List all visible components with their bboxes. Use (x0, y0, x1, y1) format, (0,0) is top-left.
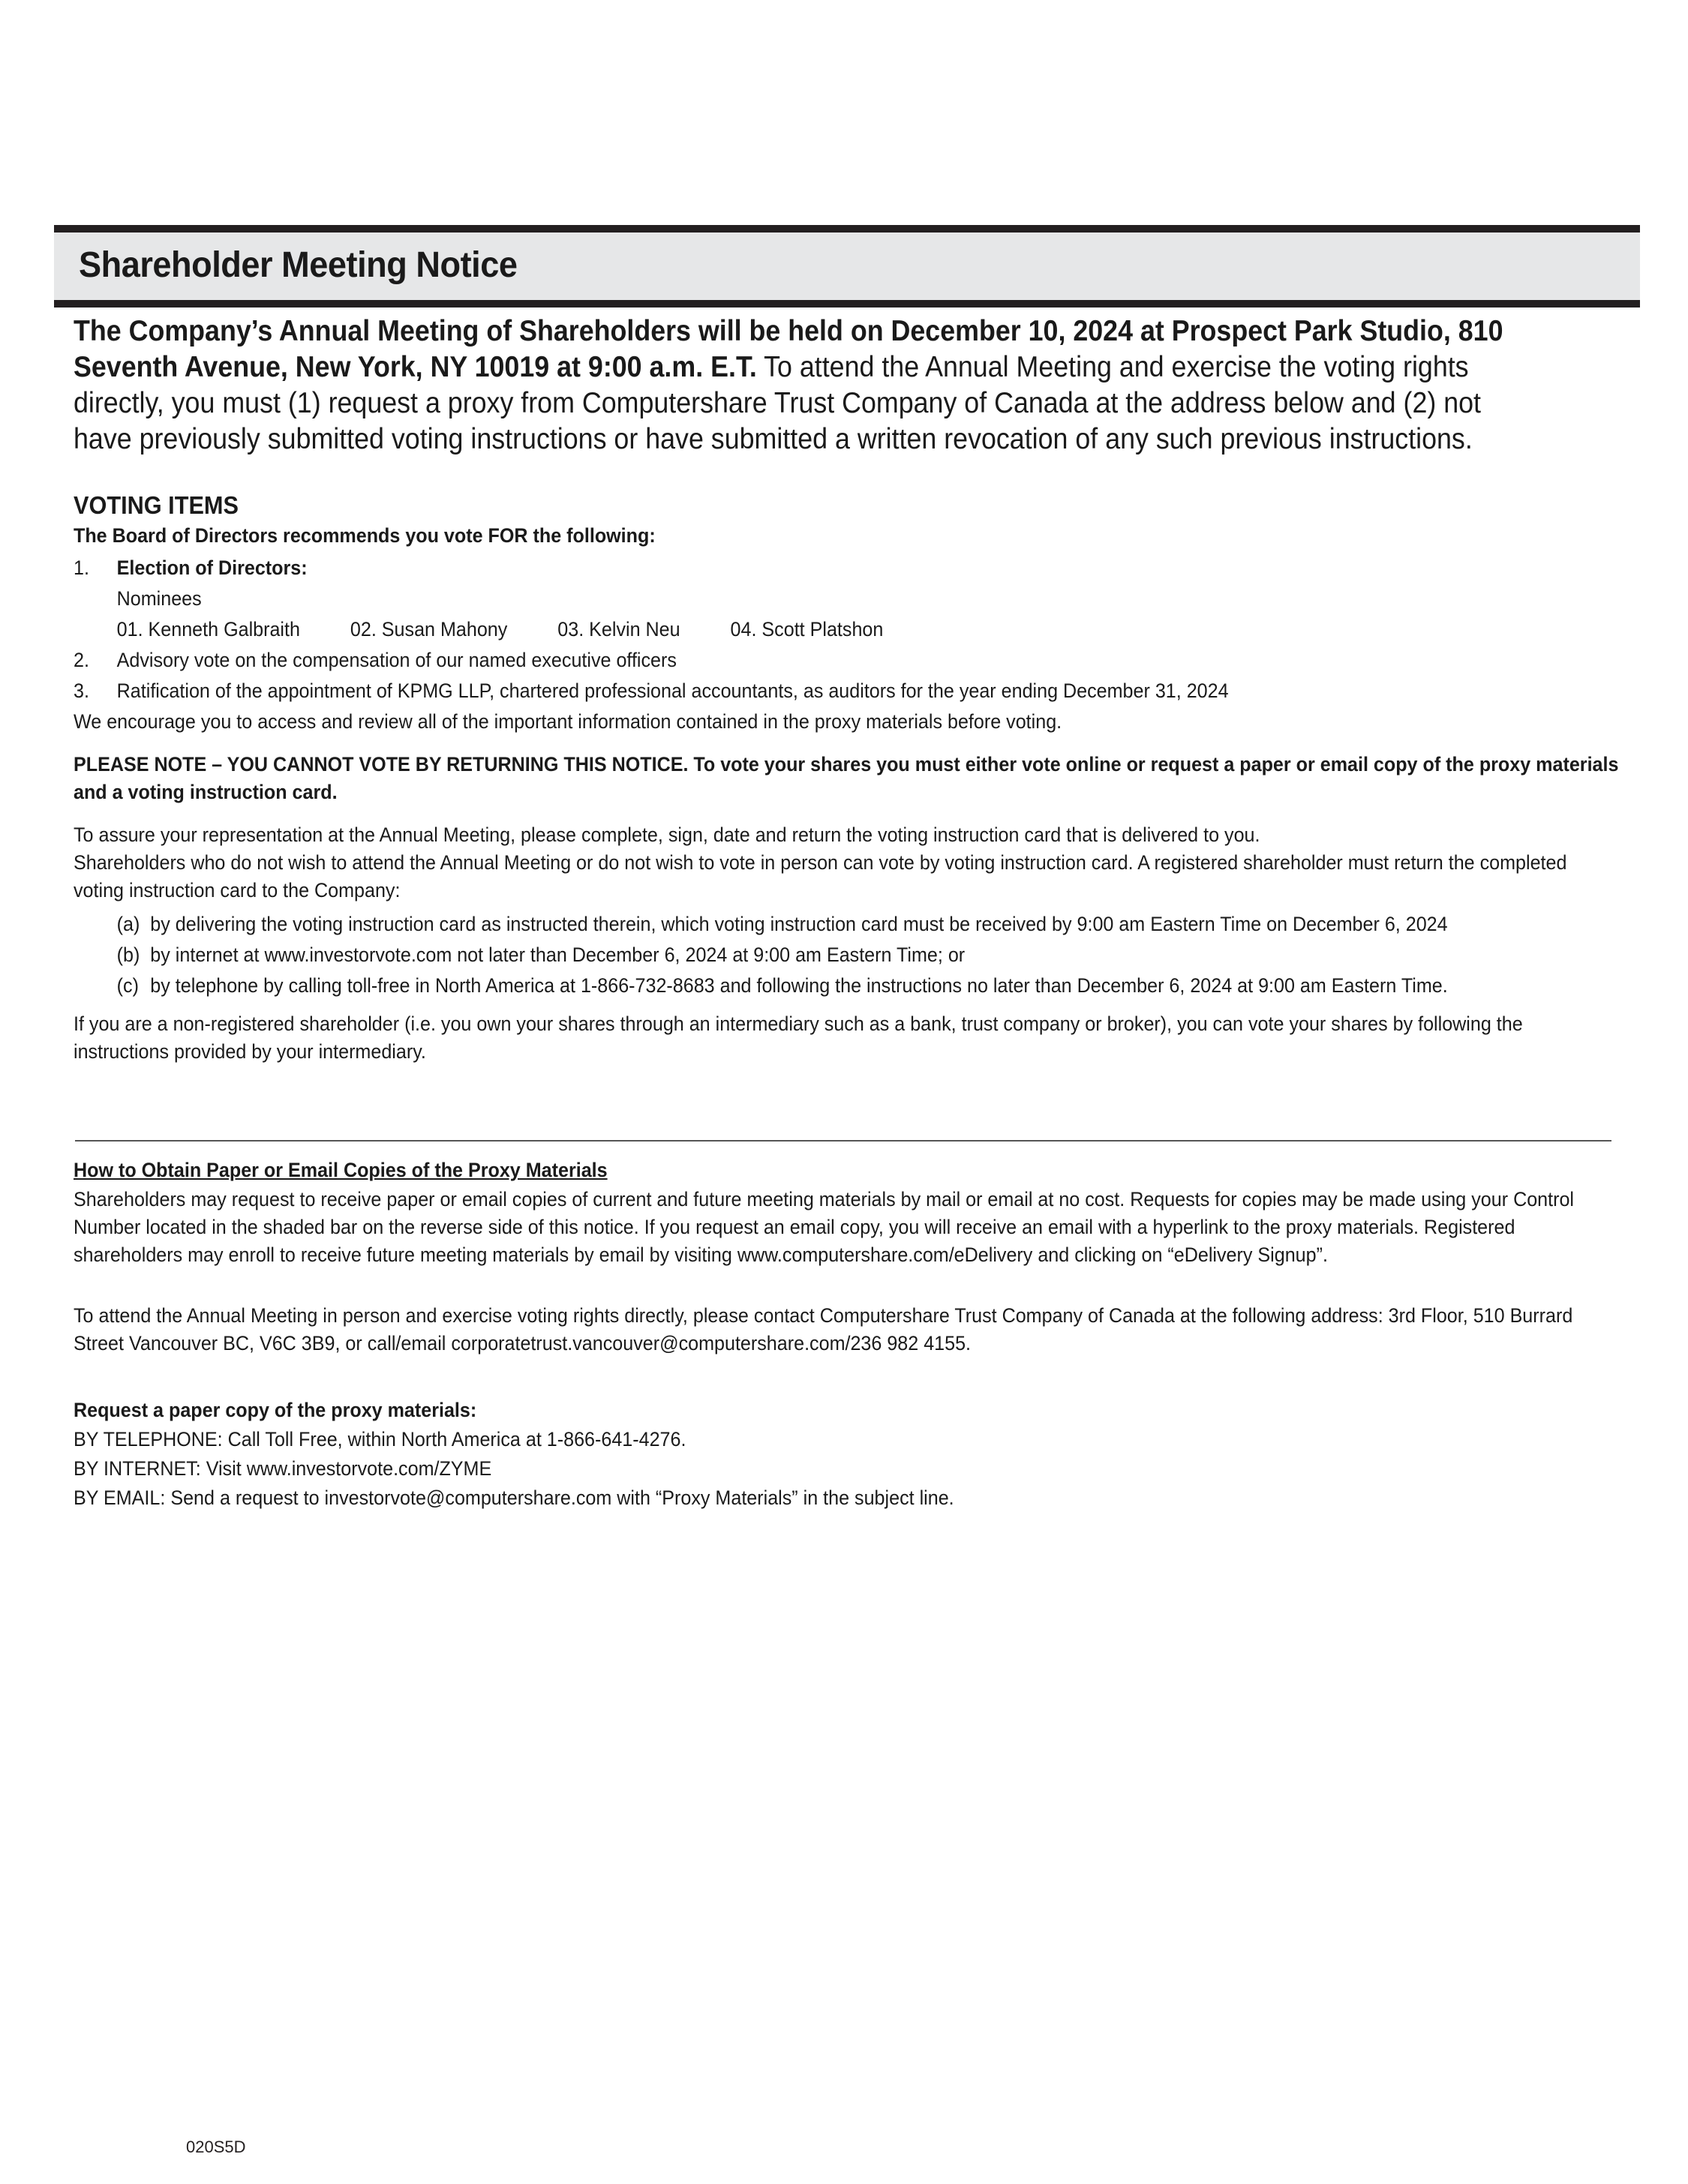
encourage-text: We encourage you to access and review all of the important information contained in the proxy materials before voting. (74, 710, 1062, 733)
voting-item-3 (74, 677, 1619, 705)
voting-items-body (74, 522, 1619, 1066)
voting-item-1 (74, 554, 1619, 582)
request-telephone: BY TELEPHONE: Call Toll Free, within North America at 1-866-641-4276. (74, 1428, 686, 1450)
assure-text: To assure your representation at the Annual Meeting, please complete, sign, date and return the voting instruction card that is delivered to you. (74, 824, 1260, 846)
nominees-label: Nominees (116, 587, 202, 610)
method-letter: (c) (116, 974, 139, 997)
meeting-intro-bold: The Company’s Annual Meeting of Shareholders will be held on December 10, 2024 at Prospect Park Studio, 810 Seventh Avenue, New York, NY 10019 at 9:00 a.m. E.T. (74, 315, 1503, 383)
method-item (74, 910, 1619, 938)
header-banner (54, 225, 1640, 308)
obtain-title: How to Obtain Paper or Email Copies of the Proxy Materials (74, 1159, 608, 1181)
request-email: BY EMAIL: Send a request to investorvote@computershare.com with “Proxy Materials” in the subject line. (74, 1486, 954, 1509)
method-letter: (b) (116, 944, 140, 966)
please-note: PLEASE NOTE – YOU CANNOT VOTE BY RETURNING THIS NOTICE. To vote your shares you must either vote online or request a paper or email copy of the proxy materials and a voting instruction card. (74, 753, 1619, 803)
request-title: Request a paper copy of the proxy materials: (74, 1399, 477, 1421)
voting-item-label: Election of Directors: (116, 556, 308, 579)
shareholders-text: Shareholders who do not wish to attend the Annual Meeting or do not wish to vote in person can vote by voting instruction card. A registered shareholder must return the completed voting instruction card to the Company: (74, 851, 1567, 902)
method-text: by telephone by calling toll-free in North America at 1-866-732-8683 and following the instructions no later than December 6, 2024 at 9:00 am Eastern Time. (150, 974, 1448, 997)
voting-item-label: Ratification of the appointment of KPMG LLP, chartered professional accountants, as auditors for the year ending December 31, 2024 (116, 680, 1229, 702)
meeting-intro (74, 314, 1524, 458)
obtain-body-wrap (74, 1156, 1619, 1512)
voting-item-number: 1. (74, 556, 89, 579)
nominee: 03. Kelvin Neu (557, 618, 680, 640)
obtain-body: Shareholders may request to receive paper or email copies of current and future meeting materials by mail or email at no cost. Requests for copies may be made using your Control Number located in the shaded bar on the reverse side of this notice. If you request an email copy, you will receive an email with a hyperlink to the proxy materials. Registered shareholders may enroll to receive future meeting materials by email by visiting www.computershare.com/eDelivery and clicking on “eDelivery Signup”. (74, 1188, 1575, 1266)
method-text: by internet at www.investorvote.com not later than December 6, 2024 at 9:00 am Eastern Time; or (150, 944, 966, 966)
document-code: 020S5D (186, 2138, 246, 2156)
method-letter: (a) (116, 913, 140, 935)
page-title: Shareholder Meeting Notice (79, 245, 518, 285)
request-internet: BY INTERNET: Visit www.investorvote.com/ZYME (74, 1457, 492, 1480)
non-registered-text: If you are a non-registered shareholder (i.e. you own your shares through an intermediary such as a bank, trust company or broker), you can vote your shares by following the instructions provided by your intermediary. (74, 1012, 1523, 1063)
nominee: 02. Susan Mahony (350, 618, 508, 640)
notice-content (74, 314, 1619, 1066)
nominee: 01. Kenneth Galbraith (116, 618, 300, 640)
voting-item-number: 2. (74, 649, 89, 671)
section-divider (75, 1140, 1611, 1142)
method-item (74, 941, 1619, 969)
nominees-list (74, 616, 1619, 644)
method-text: by delivering the voting instruction card as instructed therein, which voting instruction card must be received by 9:00 am Eastern Time on December 6, 2024 (150, 913, 1448, 935)
voting-item-2 (74, 646, 1619, 674)
board-recommendation: The Board of Directors recommends you vote FOR the following: (74, 524, 656, 547)
method-item (74, 972, 1619, 1000)
voting-items-title: VOTING ITEMS (74, 491, 239, 519)
nominee: 04. Scott Platshon (730, 618, 884, 640)
voting-item-label: Advisory vote on the compensation of our named executive officers (116, 649, 677, 671)
voting-item-number: 3. (74, 680, 89, 702)
attend-text: To attend the Annual Meeting in person and exercise voting rights directly, please contact Computershare Trust Company of Canada at the following address: 3rd Floor, 510 Burrard Street Vancouver BC, V6C 3B9, or call/email corporatetrust.vancouver@computershare.com/236 982 4155. (74, 1304, 1573, 1354)
meeting-intro-text: To attend the Annual Meeting and exercise the voting rights directly, you must (1) request a proxy from Computershare Trust Company of Canada at the address below and (2) not have previously submitted voting instructions or have submitted a written revocation of any such previous instructions. (74, 351, 1482, 455)
obtain-section (74, 1156, 1619, 1512)
